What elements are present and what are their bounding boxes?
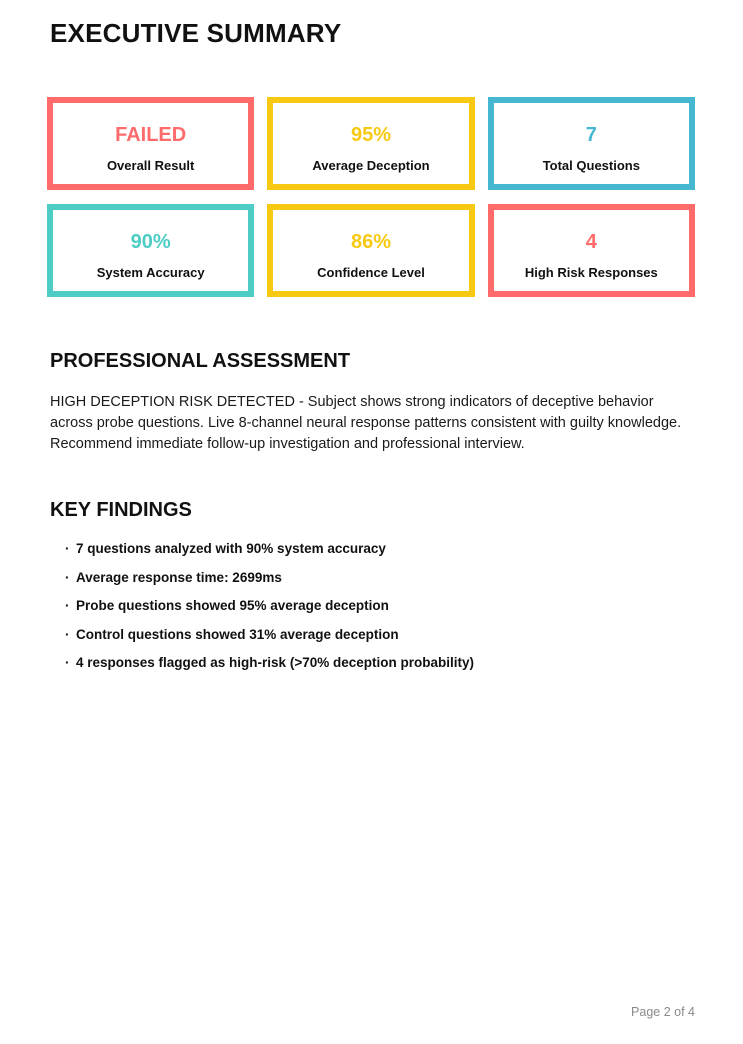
finding-item (65, 542, 695, 555)
assessment-heading: PROFESSIONAL ASSESSMENT (50, 350, 351, 372)
stat-value: 86% (350, 231, 391, 253)
key-findings-list (50, 542, 695, 669)
stat-card-average-deception (267, 97, 474, 190)
stat-label: System Accuracy (96, 265, 205, 280)
stat-label: Overall Result (106, 158, 195, 173)
page-title: EXECUTIVE SUMMARY (50, 18, 342, 48)
finding-item (65, 571, 695, 584)
stat-card-total-questions (488, 97, 695, 190)
bullet-glyph: · (65, 598, 70, 613)
bullet-glyph: · (65, 626, 70, 642)
summary-cards-grid (47, 97, 695, 297)
stat-label: Total Questions (542, 158, 640, 173)
key-findings-section (50, 499, 695, 669)
stat-card-confidence-level (267, 204, 474, 297)
finding-text: Control questions showed 31% average deception (76, 626, 399, 642)
finding-item (65, 628, 695, 641)
stat-value: 4 (585, 231, 597, 253)
page-number: Page 2 of 4 (631, 1005, 695, 1019)
stat-label: Confidence Level (317, 265, 425, 280)
stat-label: Average Deception (312, 158, 430, 173)
finding-text: Average response time: 2699ms (76, 569, 282, 585)
finding-item (65, 599, 695, 612)
finding-text: Probe questions showed 95% average deception (76, 598, 389, 613)
stat-value: 95% (350, 124, 391, 146)
stat-value: FAILED (115, 124, 187, 146)
key-findings-heading: KEY FINDINGS (50, 499, 192, 521)
stat-card-system-accuracy (47, 204, 254, 297)
stat-value: 7 (585, 124, 597, 146)
stat-card-overall-result (47, 97, 254, 190)
bullet-glyph: · (65, 655, 70, 670)
finding-text: 4 responses flagged as high-risk (>70% deception probability) (76, 655, 474, 670)
stat-card-high-risk-responses (488, 204, 695, 297)
stat-value: 90% (130, 231, 171, 253)
bullet-glyph: · (65, 569, 70, 585)
professional-assessment-section (50, 350, 695, 455)
finding-text: 7 questions analyzed with 90% system accuracy (76, 541, 386, 556)
assessment-body-text: HIGH DECEPTION RISK DETECTED - Subject shows strong indicators of deceptive behavior across probe questions. Live 8-channel neural response patterns consistent with guilty knowledge. Recommend immediate follow-up investigation and professional interview. (50, 394, 682, 452)
finding-item (65, 656, 695, 669)
bullet-glyph: · (65, 541, 70, 556)
stat-label: High Risk Responses (524, 265, 658, 280)
